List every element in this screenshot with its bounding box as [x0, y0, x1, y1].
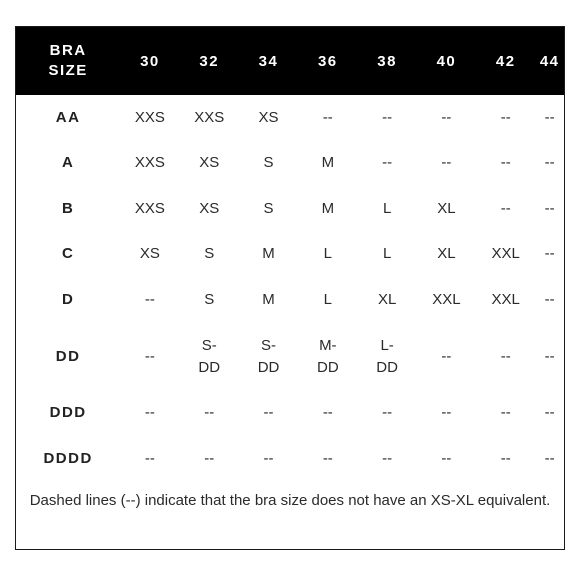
- band-size-header: 42: [495, 52, 516, 70]
- size-cell: --: [441, 154, 452, 172]
- size-cell: --: [544, 290, 555, 308]
- size-cell: XL: [437, 199, 456, 217]
- size-cell: --: [544, 108, 555, 126]
- size-cell: XS: [199, 199, 220, 217]
- size-cell: --: [263, 449, 274, 467]
- size-cell: --: [382, 404, 393, 422]
- size-cell: M: [321, 199, 335, 217]
- bra-size-header-line2: SIZE: [48, 62, 88, 79]
- size-cell: XXS: [134, 154, 165, 172]
- band-size-header: 38: [377, 52, 397, 70]
- size-cell: S- DD: [257, 336, 280, 376]
- size-cell: --: [382, 154, 393, 172]
- bra-size-header-line1: BRA: [49, 42, 87, 59]
- band-size-header: 40: [436, 52, 457, 70]
- size-cell: --: [544, 449, 555, 467]
- size-cell: --: [500, 154, 511, 172]
- size-cell: --: [322, 404, 333, 422]
- size-cell: L: [323, 290, 332, 308]
- size-cell: XXL: [491, 290, 520, 308]
- size-cell: S: [204, 245, 215, 263]
- size-cell: M- DD: [316, 336, 339, 376]
- size-cell: L: [382, 199, 392, 217]
- size-cell: --: [544, 154, 555, 172]
- bra-size-table: [16, 27, 564, 482]
- footnote: Dashed lines (--) indicate that the bra size does not have an XS-XL equivalent.: [29, 492, 551, 509]
- size-cell: --: [204, 449, 215, 467]
- band-size-header: 34: [258, 52, 279, 70]
- table-row: [16, 95, 564, 141]
- cup-size-label: AA: [55, 108, 81, 126]
- size-cell: XS: [139, 245, 160, 263]
- cup-size-label: A: [61, 154, 75, 172]
- size-cell: XXL: [432, 290, 461, 308]
- size-cell: L: [323, 245, 332, 263]
- size-cell: --: [500, 347, 511, 365]
- table-row: [16, 232, 564, 278]
- size-cell: XS: [199, 154, 220, 172]
- size-cell: M: [262, 290, 275, 308]
- size-cell: --: [263, 404, 274, 422]
- table-row: [16, 277, 564, 323]
- size-cell: S: [263, 154, 274, 172]
- size-cell: M: [321, 154, 335, 172]
- size-cell: S: [263, 199, 274, 217]
- size-cell: L: [382, 245, 392, 263]
- size-cell: --: [544, 245, 555, 263]
- size-cell: --: [144, 449, 155, 467]
- band-size-header: 36: [317, 52, 338, 70]
- size-chart: [15, 26, 565, 550]
- size-cell: --: [144, 404, 155, 422]
- size-cell: --: [441, 449, 452, 467]
- band-size-header: 44: [539, 52, 560, 70]
- table-row: [16, 391, 564, 437]
- cup-size-label: DDD: [49, 404, 87, 422]
- band-size-header: 32: [199, 52, 220, 70]
- size-cell: XL: [377, 290, 397, 308]
- size-cell: --: [441, 347, 452, 365]
- cup-size-label: DDDD: [43, 449, 93, 467]
- size-cell: --: [544, 404, 555, 422]
- size-cell: --: [500, 449, 511, 467]
- size-cell: --: [204, 404, 215, 422]
- size-cell: XXS: [194, 108, 225, 126]
- cup-size-label: D: [61, 290, 75, 308]
- table-row: [16, 141, 564, 187]
- table-body: [16, 95, 564, 482]
- size-cell: S- DD: [198, 336, 221, 376]
- size-cell: --: [441, 108, 452, 126]
- table-header: [16, 27, 564, 95]
- size-cell: --: [382, 108, 393, 126]
- size-cell: XXS: [134, 108, 165, 126]
- size-cell: XXS: [134, 199, 165, 217]
- bra-size-header: [16, 27, 120, 95]
- size-cell: --: [382, 449, 393, 467]
- cup-size-label: C: [61, 245, 75, 263]
- size-cell: --: [322, 108, 333, 126]
- size-cell: --: [500, 108, 511, 126]
- table-row: [16, 186, 564, 232]
- size-cell: XXL: [491, 245, 520, 263]
- size-cell: L- DD: [376, 336, 398, 376]
- size-cell: --: [322, 449, 333, 467]
- cup-size-label: DD: [55, 347, 81, 365]
- size-cell: XL: [437, 245, 456, 263]
- cup-size-label: B: [61, 199, 75, 217]
- table-row: [16, 436, 564, 482]
- size-cell: XS: [258, 108, 279, 126]
- size-cell: --: [500, 199, 511, 217]
- size-cell: --: [500, 404, 511, 422]
- size-cell: M: [262, 245, 275, 263]
- size-cell: S: [204, 290, 215, 308]
- header-row: [16, 27, 564, 95]
- size-cell: --: [144, 290, 155, 308]
- size-cell: --: [441, 404, 452, 422]
- size-cell: --: [544, 199, 555, 217]
- size-cell: --: [544, 347, 555, 365]
- table-row: [16, 323, 564, 391]
- size-cell: --: [144, 347, 155, 365]
- band-size-header: 30: [140, 52, 160, 70]
